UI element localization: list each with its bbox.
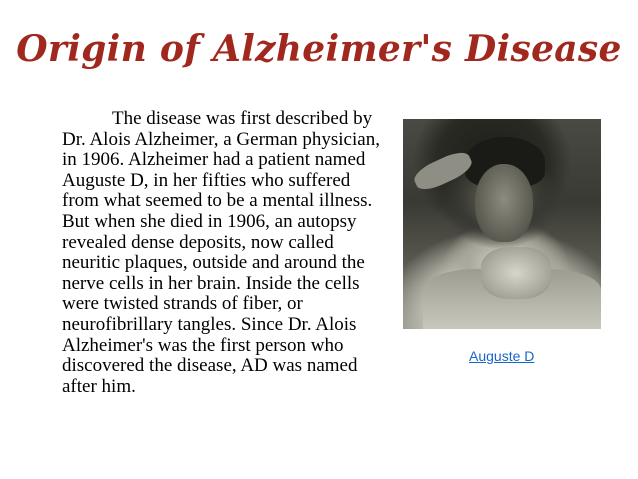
photo-raised-arm <box>411 147 476 194</box>
slide-body-content: The disease was first described by Dr. Alois Alzheimer, a German physician, in 1906. Alzheimer had a patient named Auguste D, in her fifties who suffered from what seemed to be a mental illness. But when she died in 1906, an autopsy revealed dense deposits, now called neuritic plaques, outside and around the nerve cells in her brain. Inside the cells were twisted strands of fiber, or neurofibrillary tangles. Since Dr. Alois Alzheimer's was the first person who discovered the disease, AD was named after him. <box>62 108 380 397</box>
photo-face <box>475 164 533 242</box>
photo-clasped-hands <box>481 247 551 299</box>
auguste-d-link[interactable]: Auguste D <box>469 348 535 364</box>
slide-body-text <box>62 109 380 397</box>
slide-title: Origin of Alzheimer's Disease <box>16 28 622 70</box>
auguste-d-photo <box>403 119 601 329</box>
